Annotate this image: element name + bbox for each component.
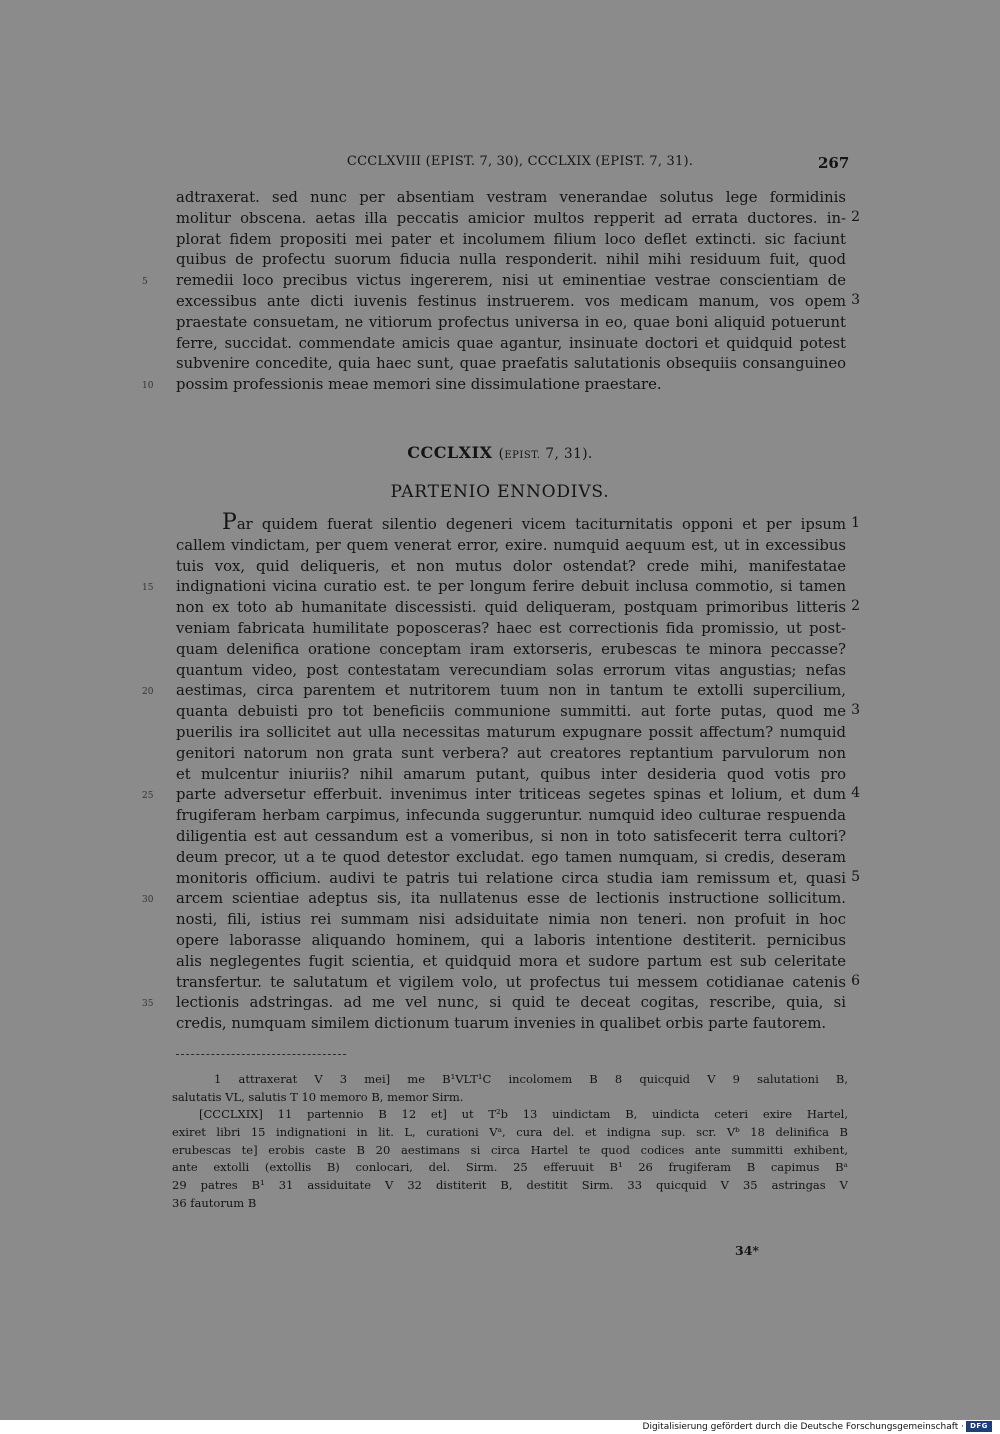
line-number: 30 [142,895,154,906]
text-line: opere laborasse aliquando hominem, qui a laboris intentione destiterit. pernicibus [176,931,846,949]
running-header [0,154,1000,176]
text-line: credis, numquam similem dictionum tuarum invenies in qualibet orbis parte fautorem. [176,1015,827,1033]
apparatus-line: [CCCLXIX] 11 partennio B 12 et] ut T²b 13 uindictam B, uindicta ceteri exire Hartel, [199,1107,848,1122]
apparatus-line: exiret libri 15 indignationi in lit. L, curationi Vᵃ, cura del. et indigna sup. scr. Vᵇ 18 delinifica B [172,1125,848,1140]
margin-section-number: 3 [851,702,860,719]
text-line: genitori natorum non grata sunt verbera? aut creatores reptantium parvulorum non [176,744,846,762]
text-line: praestate consuetam, ne vitiorum profectus universa in eo, quae boni aliquid potuerunt [176,313,846,331]
text-line: ferre, succidat. commendate amicis quae agantur, insinuate doctori et quidquid potest [176,334,846,352]
footnote-rule [176,1054,346,1055]
text-line: non ex toto ab humanitate discessisti. quid deliqueram, postquam primoribus litteris 2 [176,598,860,617]
text-line: Par quidem fuerat silentio degeneri vicem taciturnitatis opponi et per ipsum 1 [222,510,860,535]
text-line: molitur obscena. aetas illa peccatis amicior multos repperit ad errata ductores. in- 2 [176,208,860,227]
text-line: monitoris officium. audivi te patris tui relatione circa studia iam remissum et, quasi 5 [176,868,860,887]
text-line: alis neglegentes fugit scientia, et quidquid mora et sudore partum est sub celeritate [176,952,846,970]
letter-reference: (EPIST. 7, 31). [498,446,593,462]
letter-number: CCCLXIX [407,443,493,462]
text-line: tuis vox, quid deliqueris, et non mutus dolor ostendat? crede mihi, manifestatae [176,557,846,575]
dfg-logo: DFG [966,1421,992,1432]
text-line: lectionis adstringas. ad me vel nunc, si quid te deceat cogitas, rescribe, quia, si 35 [176,993,846,1014]
critical-apparatus [172,1071,848,1213]
letter-addressee: PARTENIO ENNODIVS. [390,482,610,502]
letter-heading [0,443,1000,462]
apparatus-line: erubescas te] erobis caste B 20 aestimans si circa Hartel te quod codices ante summitti exhibent, [172,1142,848,1157]
margin-section-number: 2 [851,598,860,615]
funding-credit: Digitalisierung gefördert durch die Deutsche Forschungsgemeinschaft · [642,1422,964,1432]
text-line: quanta debuisti pro tot beneficiis communione summitti. aut forte putas, quod me 3 [176,702,860,721]
text-line: quam delenifica oratione conceptam iram extorseris, erubescas te minora peccasse? [176,640,846,658]
running-title: CCCLXVIII (EPIST. 7, 30), CCCLXIX (EPIST. 7, 31). [346,154,694,169]
line-number: 25 [142,791,154,802]
apparatus-line: salutatis VL, salutis T 10 memoro B, memor Sirm. [172,1089,464,1104]
margin-section-number: 6 [851,972,860,989]
text-line: transfertur. te salutatum et vigilem volo, ut profectus tui messem cotidianae catenis 6 [176,972,860,991]
apparatus-line: 1 attraxerat V 3 mei] me B¹VLT¹C incolomem B 8 quicquid V 9 salutationi B, [214,1072,848,1086]
margin-section-number: 1 [851,515,860,531]
text-line: quibus de profectu suorum fiducia nulla responderit. nihil mihi residuum fuit, quod [176,251,846,269]
margin-section-number: 5 [851,868,860,885]
line-number: 10 [142,381,154,392]
text-line: indignationi vicina curatio est. te per longum ferire debuit inclusa commotio, si tamen 15 [176,577,846,598]
text-line: nosti, fili, istius rei summam nisi adsiduitate nimia non teneri. non profuit in hoc [176,911,846,929]
page-number: 267 [818,154,850,172]
text-line: callem vindictam, per quem venerat error, exire. numquid aequum est, ut in excessibus [176,536,846,554]
line-number: 35 [142,999,154,1010]
text-line: frugiferam herbam carpimus, infecunda suggeruntur. numquid ideo culturae respuenda [176,807,846,825]
letter-ccclxix-text [142,510,860,1035]
text-line: aestimas, circa parentem et nutritorem tuum non in tantum te extolli supercilium, 20 [176,681,846,702]
apparatus-line: 29 patres B¹ 31 assiduitate V 32 distiterit B, destitit Sirm. 33 quicquid V 35 astringas V [172,1178,848,1193]
text-line: excessibus ante dicti iuvenis festinus instruerem. vos medicam manum, vos opem 3 [176,291,860,310]
text-line: quantum video, post contestatam verecundiam solas errorum vitas angustias; nefas [176,661,846,679]
sheet-signature: 34* [735,1243,759,1258]
apparatus-line: ante extolli (extollis B) conlocari, del. Sirm. 25 efferuuit B¹ 26 frugiferam B capimus Bᵃ [172,1160,848,1175]
text-line: remedii loco precibus victus ingererem, nisi ut eminentiae vestrae conscientiam de 5 [176,271,846,292]
margin-section-number: 2 [851,208,860,225]
line-number: 15 [142,583,154,594]
drop-capital: P [222,510,237,535]
text-line: possim professionis meae memori sine dissimulatione praestare. 10 [176,375,846,396]
footer-bar [0,1420,1000,1434]
margin-section-number: 3 [851,291,860,308]
letter-ccclxviii-text [142,188,860,396]
text-line: diligentia est aut cessandum est a vomeribus, si non in toto satisfecerit terra cultori? [176,827,846,845]
text-line: adtraxerat. sed nunc per absentiam vestram venerandae solutus lege formidinis [176,189,846,206]
text-line: deum precor, ut a te quod detestor excludat. ego tamen numquam, si credis, deseram [176,848,846,866]
text-line: arcem scientiae adeptus sis, ita nullatenus esse de lectionis instructione sollicitum. 30 [176,889,846,910]
text-line: puerilis ira sollicitet aut ulla necessitas maturum expugnare possit affectum? numquid [176,723,846,741]
text-line: veniam fabricata humilitate poposceras? haec est correctionis fida promissio, ut post- [176,619,846,637]
text-line: subvenire concedite, quia haec sunt, quae praefatis salutationis obsequiis consanguineo [176,355,846,373]
line-number: 5 [142,277,148,288]
apparatus-line: 36 fautorum B [172,1195,257,1210]
line-number: 20 [142,687,154,698]
text-line: et mulcentur iniuriis? nihil amarum putant, quibus inter desideria quod votis pro [176,765,846,783]
text-line: plorat fidem propositi mei pater et incolumem filium loco deflet extincti. sic faciunt [176,230,846,248]
margin-section-number: 4 [851,785,860,802]
text-line: parte adversetur efferbuit. invenimus inter triticeas segetes spinas et lolium, et dum 25 4 [176,785,846,806]
